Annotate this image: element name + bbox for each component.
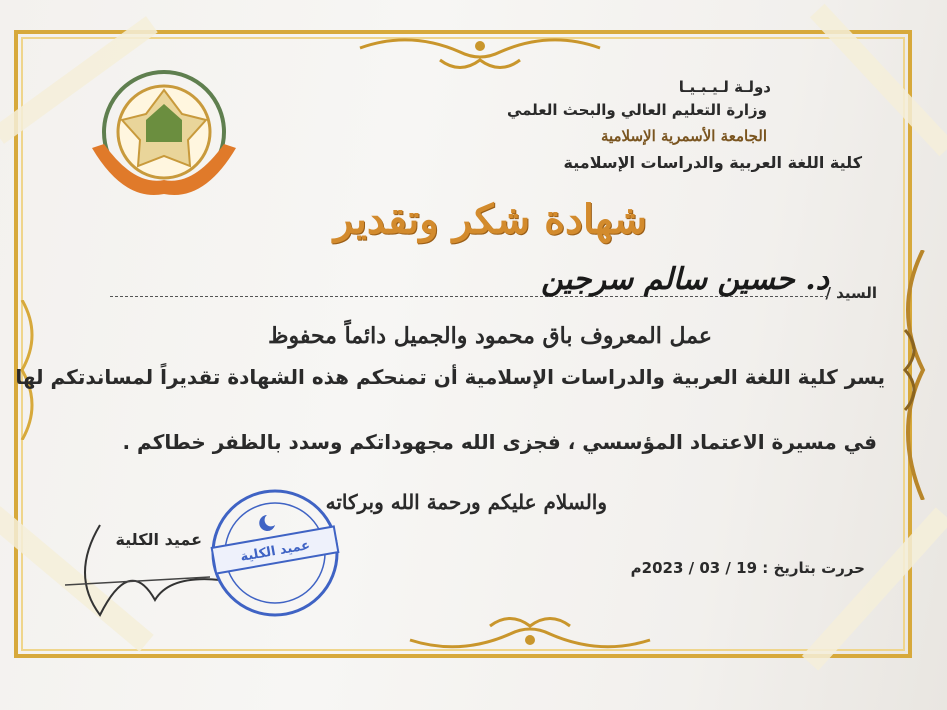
body-line-2: في مسيرة الاعتماد المؤسسي ، فجزى الله مجهوداتكم وسدد بالظفر خطاكم . xyxy=(122,430,877,454)
faculty-name: كلية اللغة العربية والدراسات الإسلامية xyxy=(563,153,862,172)
proverb-line: عمل المعروف باق محمود والجميل دائماً محفوظ xyxy=(268,323,712,349)
closing-line: والسلام عليكم ورحمة الله وبركاته xyxy=(325,490,607,514)
recipient-name: د. حسين سالم سرجين xyxy=(541,262,829,297)
university-logo-icon xyxy=(84,62,244,202)
body-line-1: يسر كلية اللغة العربية والدراسات الإسلامية أن تمنحكم هذه الشهادة تقديراً لمساندتكم لها xyxy=(15,365,885,389)
top-ornament xyxy=(350,30,610,80)
issue-date: حررت بتاريخ : 19 / 03 / 2023م xyxy=(630,559,865,577)
faculty-stamp-icon xyxy=(205,485,345,620)
dean-title: عميد الكلية xyxy=(115,530,202,549)
university-name: الجامعة الأسمرية الإسلامية xyxy=(600,127,767,145)
ministry-name: وزارة التعليم العالي والبحث العلمي xyxy=(506,101,767,119)
bottom-ornament xyxy=(400,606,660,656)
country-name: دولـة لـيـبـيـا xyxy=(678,78,771,96)
recipient-label: السيد / xyxy=(825,284,877,302)
side-ornament xyxy=(893,250,933,500)
certificate-title: شهادة شكر وتقدير xyxy=(333,196,647,243)
stamp-text: عميد الكلية xyxy=(239,537,312,565)
